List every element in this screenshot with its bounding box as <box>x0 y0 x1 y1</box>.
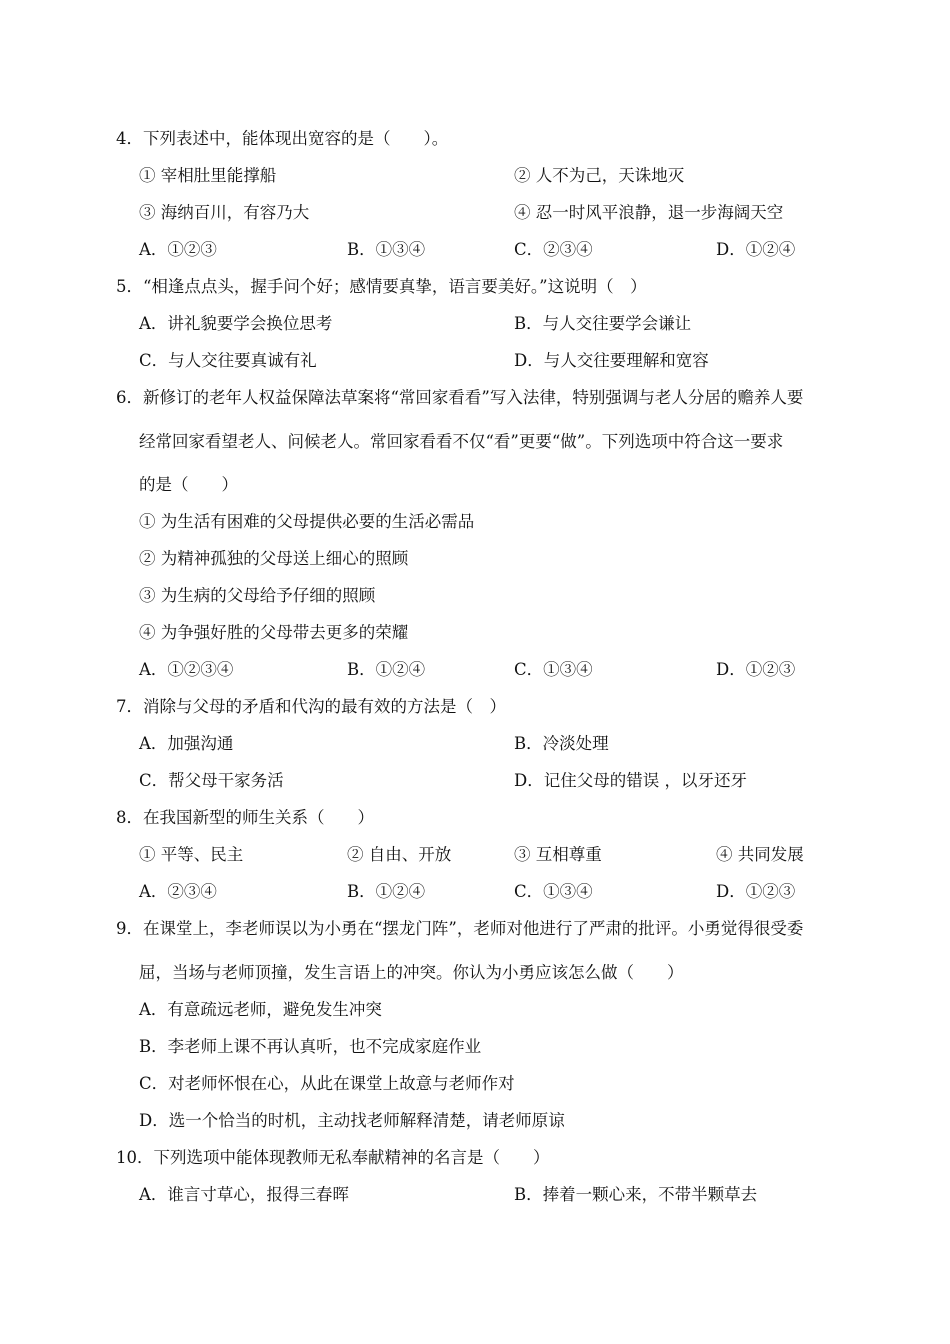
question-10-option-b[interactable]: B．捧着一颗心来，不带半颗草去 <box>514 1185 758 1204</box>
question-10-stem: 10．下列选项中能体现教师无私奉献精神的名言是（ ） <box>116 1148 550 1167</box>
question-4-item-2: ② 人不为己，天诛地灭 <box>514 166 685 185</box>
question-8-item-4: ④ 共同发展 <box>716 845 804 864</box>
question-9-option-c[interactable]: C．对老师怀恨在心，从此在课堂上故意与老师作对 <box>139 1074 515 1093</box>
question-6-option-a[interactable]: A．①②③④ <box>139 660 234 679</box>
question-6-item-3: ③ 为生病的父母给予仔细的照顾 <box>139 586 376 605</box>
question-4-item-4: ④ 忍一时风平浪静，退一步海阔天空 <box>514 203 784 222</box>
question-7-option-a[interactable]: A．加强沟通 <box>139 734 234 753</box>
question-6-item-2: ② 为精神孤独的父母送上细心的照顾 <box>139 549 409 568</box>
question-9-option-d[interactable]: D．选一个恰当的时机，主动找老师解释清楚，请老师原谅 <box>139 1111 565 1130</box>
question-8-stem: 8．在我国新型的师生关系（ ） <box>116 808 374 827</box>
question-7-option-c[interactable]: C．帮父母干家务活 <box>139 771 284 790</box>
question-6-option-c[interactable]: C．①③④ <box>514 660 593 679</box>
question-7-option-b[interactable]: B．冷淡处理 <box>514 734 609 753</box>
question-5-option-b[interactable]: B．与人交往要学会谦让 <box>514 314 692 333</box>
question-9-stem-line-1: 9．在课堂上，李老师误以为小勇在“摆龙门阵”，老师对他进行了严肃的批评。小勇觉得很受委 <box>116 919 804 938</box>
question-5-option-a[interactable]: A．讲礼貌要学会换位思考 <box>139 314 333 333</box>
question-6-option-b[interactable]: B．①②④ <box>347 660 426 679</box>
question-6-stem-line-2: 经常回家看望老人、问候老人。常回家看看不仅“看”更要“做”。下列选项中符合这一要求 <box>139 432 784 451</box>
question-8-option-b[interactable]: B．①②④ <box>347 882 426 901</box>
question-4-option-b[interactable]: B．①③④ <box>347 240 426 259</box>
question-4-item-1: ① 宰相肚里能撑船 <box>139 166 277 185</box>
question-8-item-1: ① 平等、民主 <box>139 845 244 864</box>
question-6-stem-line-1: 6．新修订的老年人权益保障法草案将“常回家看看”写入法律，特别强调与老人分居的赡养人要 <box>116 388 804 407</box>
question-4-option-d[interactable]: D．①②④ <box>716 240 796 259</box>
question-4-item-3: ③ 海纳百川，有容乃大 <box>139 203 310 222</box>
question-8-option-c[interactable]: C．①③④ <box>514 882 593 901</box>
question-6-item-4: ④ 为争强好胜的父母带去更多的荣耀 <box>139 623 409 642</box>
question-7-stem: 7．消除与父母的矛盾和代沟的最有效的方法是（ ） <box>116 697 506 716</box>
question-8-option-a[interactable]: A．②③④ <box>139 882 217 901</box>
question-5-option-d[interactable]: D．与人交往要理解和宽容 <box>514 351 709 370</box>
question-7-option-d[interactable]: D．记住父母的错误 ，以牙还牙 <box>514 771 747 790</box>
question-5-option-c[interactable]: C．与人交往要真诚有礼 <box>139 351 317 370</box>
question-6-item-1: ① 为生活有困难的父母提供必要的生活必需品 <box>139 512 475 531</box>
question-4-stem: 4．下列表述中，能体现出宽容的是（ ）。 <box>116 129 449 148</box>
question-8-item-2: ② 自由、开放 <box>347 845 452 864</box>
question-10-option-a[interactable]: A．谁言寸草心，报得三春晖 <box>139 1185 349 1204</box>
question-6-stem-line-3: 的是（ ） <box>139 475 238 494</box>
question-8-item-3: ③ 互相尊重 <box>514 845 602 864</box>
question-9-stem-line-2: 屈，当场与老师顶撞，发生言语上的冲突。你认为小勇应该怎么做（ ） <box>139 963 684 982</box>
question-9-option-b[interactable]: B．李老师上课不再认真听，也不完成家庭作业 <box>139 1037 482 1056</box>
question-4-option-c[interactable]: C．②③④ <box>514 240 593 259</box>
question-4-option-a[interactable]: A．①②③ <box>139 240 217 259</box>
question-8-option-d[interactable]: D．①②③ <box>716 882 796 901</box>
question-5-stem: 5．“相逢点点头，握手问个好；感情要真挚，语言要美好。”这说明（ ） <box>116 277 647 296</box>
question-6-option-d[interactable]: D．①②③ <box>716 660 796 679</box>
question-9-option-a[interactable]: A．有意疏远老师，避免发生冲突 <box>139 1000 382 1019</box>
